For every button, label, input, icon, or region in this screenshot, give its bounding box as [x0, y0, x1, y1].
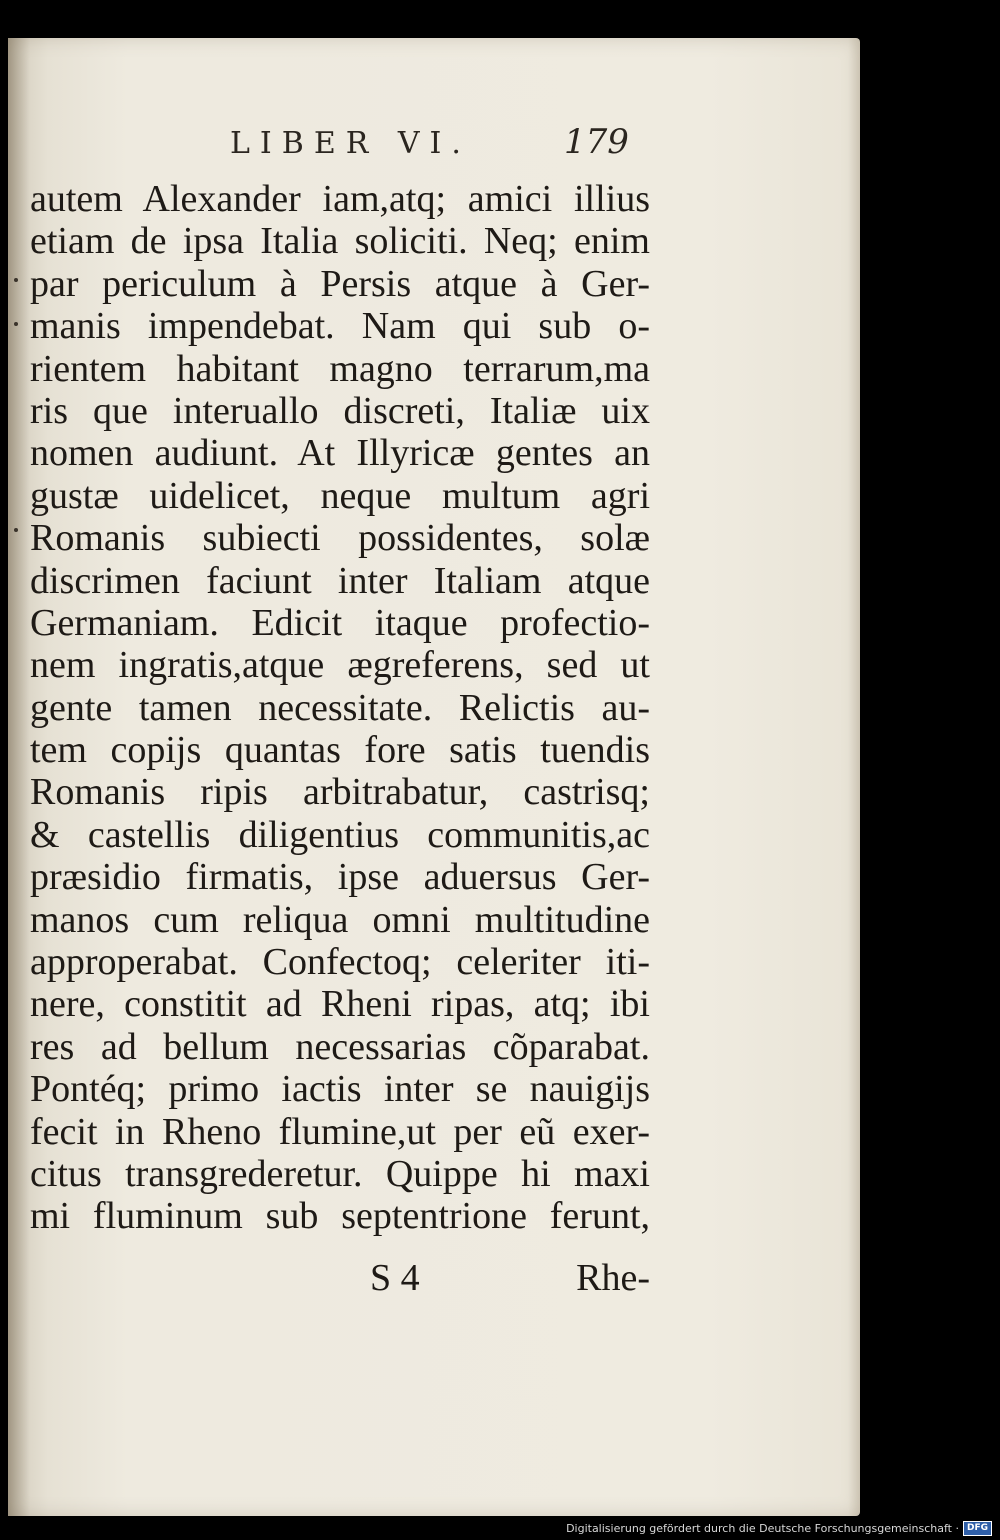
- text-line: approperabat. Confectoq; celeriter iti-: [30, 941, 650, 984]
- text-block: [30, 178, 650, 1238]
- digitization-footer: [566, 1520, 992, 1536]
- page-number: 179: [564, 122, 629, 162]
- text-line: manos cum reliqua omni multitudine: [30, 898, 650, 941]
- dfg-logo-icon: DFG: [963, 1521, 992, 1536]
- text-line: præsidio firmatis, ipse aduersus Ger-: [30, 856, 650, 899]
- text-line: fecit in Rheno flumine,ut per eũ exer-: [30, 1110, 650, 1153]
- text-line: nere, constitit ad Rheni ripas, atq; ibi: [30, 983, 650, 1026]
- text-line: gente tamen necessitate. Relictis au-: [30, 686, 650, 729]
- text-line: nomen audiunt. At Illyricæ gentes an: [30, 432, 650, 475]
- text-line: tem copijs quantas fore satis tuendis: [30, 729, 650, 772]
- gutter-shadow: [8, 38, 30, 1516]
- text-line: discrimen faciunt inter Italiam atque: [30, 559, 650, 602]
- text-line: nem ingratis,atque ægreferens, sed ut: [30, 644, 650, 687]
- text-line: gustæ uidelicet, neque multum agri: [30, 474, 650, 517]
- running-head: [8, 118, 860, 168]
- signature-mark: S 4: [370, 1257, 420, 1299]
- catch-line: [30, 1256, 650, 1300]
- text-line: Pontéq; primo iactis inter se nauigijs: [30, 1068, 650, 1111]
- margin-mark: [14, 528, 18, 532]
- footer-credit: Digitalisierung gefördert durch die Deutsche Forschungsgemeinschaft ·: [566, 1521, 959, 1535]
- text-line: etiam de ipsa Italia soliciti. Neq; enim: [30, 220, 650, 263]
- text-line: citus transgrederetur. Quippe hi maxi: [30, 1152, 650, 1195]
- text-line: manis impendebat. Nam qui sub o-: [30, 305, 650, 348]
- margin-mark: [14, 278, 18, 282]
- text-line: ris que interuallo discreti, Italiæ uix: [30, 389, 650, 432]
- running-title: LIBER VI.: [230, 126, 471, 161]
- text-line: autem Alexander iam,atq; amici illius: [30, 178, 650, 220]
- text-line: mi fluminum sub septentrione ferunt,: [30, 1195, 650, 1238]
- catchword: Rhe-: [576, 1257, 650, 1299]
- text-line: Romanis ripis arbitrabatur, castrisq;: [30, 771, 650, 814]
- text-line: Romanis subiecti possidentes, solæ: [30, 517, 650, 560]
- text-line: rientem habitant magno terrarum,ma: [30, 347, 650, 390]
- book-page: [8, 38, 860, 1516]
- text-line: & castellis diligentius communitis,ac: [30, 813, 650, 856]
- margin-mark: [14, 322, 18, 326]
- text-line: res ad bellum necessarias cõparabat.: [30, 1025, 650, 1068]
- text-line: Germaniam. Edicit itaque profectio-: [30, 601, 650, 644]
- text-line: par periculum à Persis atque à Ger-: [30, 262, 650, 305]
